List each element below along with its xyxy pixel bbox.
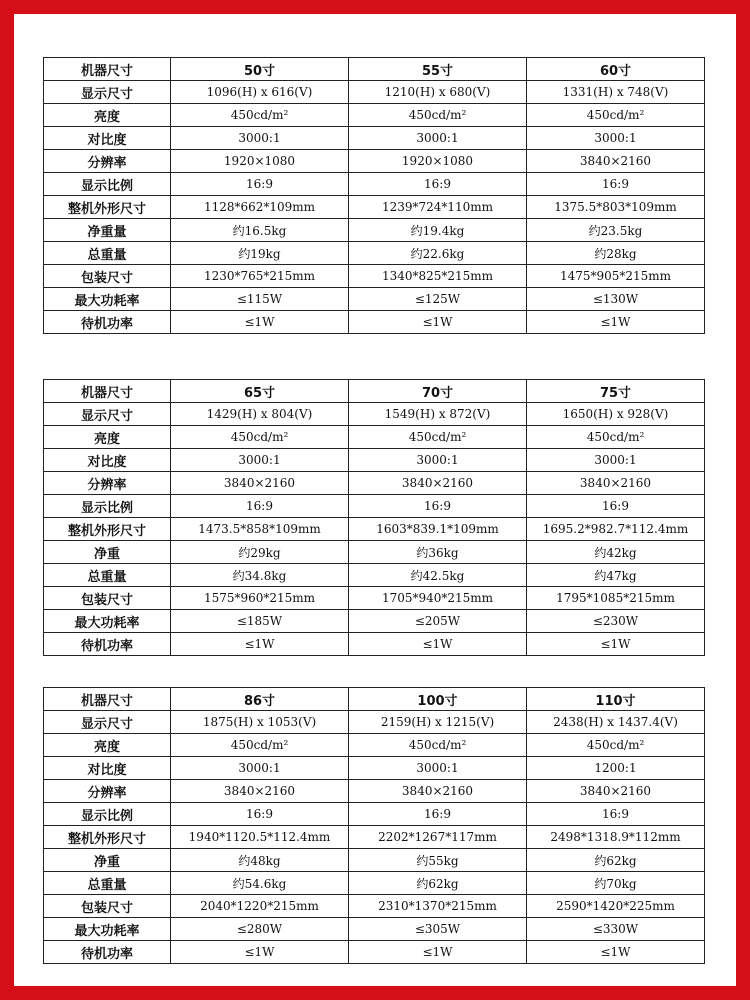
spec-cell: ≤130W [527,288,705,311]
row-label: 总重量 [44,564,171,587]
spec-cell: ≤1W [171,633,349,656]
table-row-dimensions [44,518,705,541]
spec-cell: 1429(H) x 804(V) [171,403,349,426]
table-row-aspect-ratio [44,173,705,196]
spec-cell: 1795*1085*215mm [527,587,705,610]
table-row-package-size [44,265,705,288]
spec-cell: 3000:1 [171,757,349,780]
row-label: 最大功耗率 [44,288,171,311]
spec-cell: 55寸 [349,58,527,81]
table-row-max-power [44,918,705,941]
spec-cell: 65寸 [171,380,349,403]
table-row-display-size [44,403,705,426]
row-label: 最大功耗率 [44,610,171,633]
table-row-brightness [44,426,705,449]
table-row-max-power [44,288,705,311]
spec-cell: 3840×2160 [171,472,349,495]
spec-cell: 3000:1 [349,127,527,150]
table-row-gross-weight [44,564,705,587]
row-label: 净重 [44,849,171,872]
spec-cell: 450cd/m² [171,734,349,757]
table-row-dimensions [44,196,705,219]
spec-cell: 1331(H) x 748(V) [527,81,705,104]
table-row-contrast [44,127,705,150]
row-label: 亮度 [44,734,171,757]
spec-cell: 约70kg [527,872,705,895]
row-label: 总重量 [44,242,171,265]
table-row-brightness [44,104,705,127]
row-label: 对比度 [44,127,171,150]
row-label: 净重量 [44,219,171,242]
spec-cell: 约19kg [171,242,349,265]
spec-cell: 3000:1 [171,127,349,150]
spec-cell: 1239*724*110mm [349,196,527,219]
spec-cell: ≤330W [527,918,705,941]
spec-cell: 3840×2160 [171,780,349,803]
spec-cell: 3000:1 [527,449,705,472]
row-label: 机器尺寸 [44,58,171,81]
row-label: 显示比例 [44,173,171,196]
row-label: 整机外形尺寸 [44,826,171,849]
spec-cell: ≤205W [349,610,527,633]
spec-table-50-55-60 [43,57,705,334]
spec-cell: 86寸 [171,688,349,711]
spec-cell: 16:9 [527,803,705,826]
spec-cell: 约16.5kg [171,219,349,242]
spec-cell: 2202*1267*117mm [349,826,527,849]
spec-cell: 1920×1080 [171,150,349,173]
spec-cell: 2438(H) x 1437.4(V) [527,711,705,734]
spec-cell: 1340*825*215mm [349,265,527,288]
spec-cell: 450cd/m² [349,104,527,127]
spec-cell: 3000:1 [527,127,705,150]
spec-cell: 3840×2160 [527,780,705,803]
row-label: 最大功耗率 [44,918,171,941]
spec-cell: ≤1W [527,311,705,334]
spec-cell: 约42kg [527,541,705,564]
table-row-machine-size [44,380,705,403]
table-row-package-size [44,895,705,918]
spec-cell: 1875(H) x 1053(V) [171,711,349,734]
spec-cell: 约19.4kg [349,219,527,242]
spec-cell: 450cd/m² [527,104,705,127]
spec-cell: 约42.5kg [349,564,527,587]
row-label: 显示尺寸 [44,81,171,104]
spec-cell: 约48kg [171,849,349,872]
spec-cell: 450cd/m² [349,734,527,757]
spec-cell: ≤1W [527,941,705,964]
spec-cell: 100寸 [349,688,527,711]
spec-cell: ≤115W [171,288,349,311]
table-row-machine-size [44,688,705,711]
row-label: 包装尺寸 [44,895,171,918]
spec-cell: 450cd/m² [527,426,705,449]
spec-cell: 1096(H) x 616(V) [171,81,349,104]
row-label: 机器尺寸 [44,688,171,711]
spec-cell: 450cd/m² [527,734,705,757]
spec-cell: 2310*1370*215mm [349,895,527,918]
table-row-resolution [44,780,705,803]
spec-cell: 1650(H) x 928(V) [527,403,705,426]
row-label: 亮度 [44,426,171,449]
table-row-display-size [44,711,705,734]
row-label: 包装尺寸 [44,265,171,288]
spec-cell: 约29kg [171,541,349,564]
spec-cell: 1575*960*215mm [171,587,349,610]
spec-cell: 1128*662*109mm [171,196,349,219]
spec-cell: 60寸 [527,58,705,81]
spec-cell: 约54.6kg [171,872,349,895]
spec-cell: 3000:1 [349,757,527,780]
table-row-brightness [44,734,705,757]
spec-cell: 50寸 [171,58,349,81]
spec-cell: ≤1W [171,311,349,334]
row-label: 总重量 [44,872,171,895]
row-label: 显示尺寸 [44,403,171,426]
table-row-gross-weight [44,242,705,265]
spec-cell: 1230*765*215mm [171,265,349,288]
spec-cell: ≤185W [171,610,349,633]
spec-cell: 110寸 [527,688,705,711]
spec-cell: ≤230W [527,610,705,633]
table-row-aspect-ratio [44,495,705,518]
spec-cell: ≤1W [171,941,349,964]
table-row-standby-power [44,633,705,656]
table-row-net-weight [44,849,705,872]
spec-cell: 3840×2160 [527,150,705,173]
row-label: 净重 [44,541,171,564]
spec-cell: 70寸 [349,380,527,403]
spec-cell: ≤1W [527,633,705,656]
table-row-package-size [44,587,705,610]
table-row-resolution [44,472,705,495]
spec-cell: 1475*905*215mm [527,265,705,288]
spec-cell: 1473.5*858*109mm [171,518,349,541]
table-row-net-weight [44,219,705,242]
row-label: 待机功率 [44,311,171,334]
spec-cell: 1920×1080 [349,150,527,173]
spec-cell: ≤1W [349,633,527,656]
spec-cell: 16:9 [171,803,349,826]
row-label: 待机功率 [44,941,171,964]
spec-cell: 3840×2160 [349,780,527,803]
spec-cell: 约62kg [349,872,527,895]
spec-cell: 1210(H) x 680(V) [349,81,527,104]
row-label: 整机外形尺寸 [44,196,171,219]
row-label: 整机外形尺寸 [44,518,171,541]
table-row-net-weight [44,541,705,564]
spec-cell: 3000:1 [171,449,349,472]
spec-cell: 16:9 [527,173,705,196]
spec-cell: 约28kg [527,242,705,265]
spec-cell: 16:9 [171,173,349,196]
table-row-machine-size [44,58,705,81]
spec-cell: 约22.6kg [349,242,527,265]
spec-cell: 450cd/m² [171,104,349,127]
spec-table-65-70-75 [43,379,705,656]
spec-cell: 1603*839.1*109mm [349,518,527,541]
spec-cell: 16:9 [349,173,527,196]
spec-cell: 3840×2160 [349,472,527,495]
table-row-gross-weight [44,872,705,895]
spec-cell: 16:9 [527,495,705,518]
row-label: 显示比例 [44,495,171,518]
row-label: 包装尺寸 [44,587,171,610]
table-row-dimensions [44,826,705,849]
spec-cell: 约34.8kg [171,564,349,587]
row-label: 亮度 [44,104,171,127]
spec-cell: 约36kg [349,541,527,564]
row-label: 分辨率 [44,150,171,173]
spec-cell: 2590*1420*225mm [527,895,705,918]
spec-cell: 3840×2160 [527,472,705,495]
table-row-max-power [44,610,705,633]
spec-cell: 450cd/m² [171,426,349,449]
spec-cell: 450cd/m² [349,426,527,449]
spec-cell: 约47kg [527,564,705,587]
spec-cell: 2159(H) x 1215(V) [349,711,527,734]
spec-cell: 2040*1220*215mm [171,895,349,918]
spec-cell: 16:9 [349,495,527,518]
spec-cell: 16:9 [349,803,527,826]
spec-cell: 16:9 [171,495,349,518]
row-label: 分辨率 [44,472,171,495]
table-row-display-size [44,81,705,104]
spec-cell: 1200:1 [527,757,705,780]
row-label: 待机功率 [44,633,171,656]
spec-cell: ≤1W [349,311,527,334]
row-label: 分辨率 [44,780,171,803]
spec-cell: 3000:1 [349,449,527,472]
row-label: 对比度 [44,449,171,472]
spec-cell: 2498*1318.9*112mm [527,826,705,849]
spec-cell: ≤1W [349,941,527,964]
table-row-aspect-ratio [44,803,705,826]
table-row-contrast [44,449,705,472]
spec-table-86-100-110 [43,687,705,964]
spec-cell: 1695.2*982.7*112.4mm [527,518,705,541]
table-row-standby-power [44,311,705,334]
spec-cell: ≤280W [171,918,349,941]
row-label: 机器尺寸 [44,380,171,403]
spec-cell: 1705*940*215mm [349,587,527,610]
spec-cell: 75寸 [527,380,705,403]
table-row-standby-power [44,941,705,964]
row-label: 显示尺寸 [44,711,171,734]
spec-cell: 1549(H) x 872(V) [349,403,527,426]
spec-cell: 1375.5*803*109mm [527,196,705,219]
row-label: 显示比例 [44,803,171,826]
table-row-resolution [44,150,705,173]
spec-cell: 1940*1120.5*112.4mm [171,826,349,849]
spec-cell: ≤305W [349,918,527,941]
spec-cell: 约55kg [349,849,527,872]
spec-cell: ≤125W [349,288,527,311]
spec-cell: 约62kg [527,849,705,872]
table-row-contrast [44,757,705,780]
row-label: 对比度 [44,757,171,780]
spec-cell: 约23.5kg [527,219,705,242]
